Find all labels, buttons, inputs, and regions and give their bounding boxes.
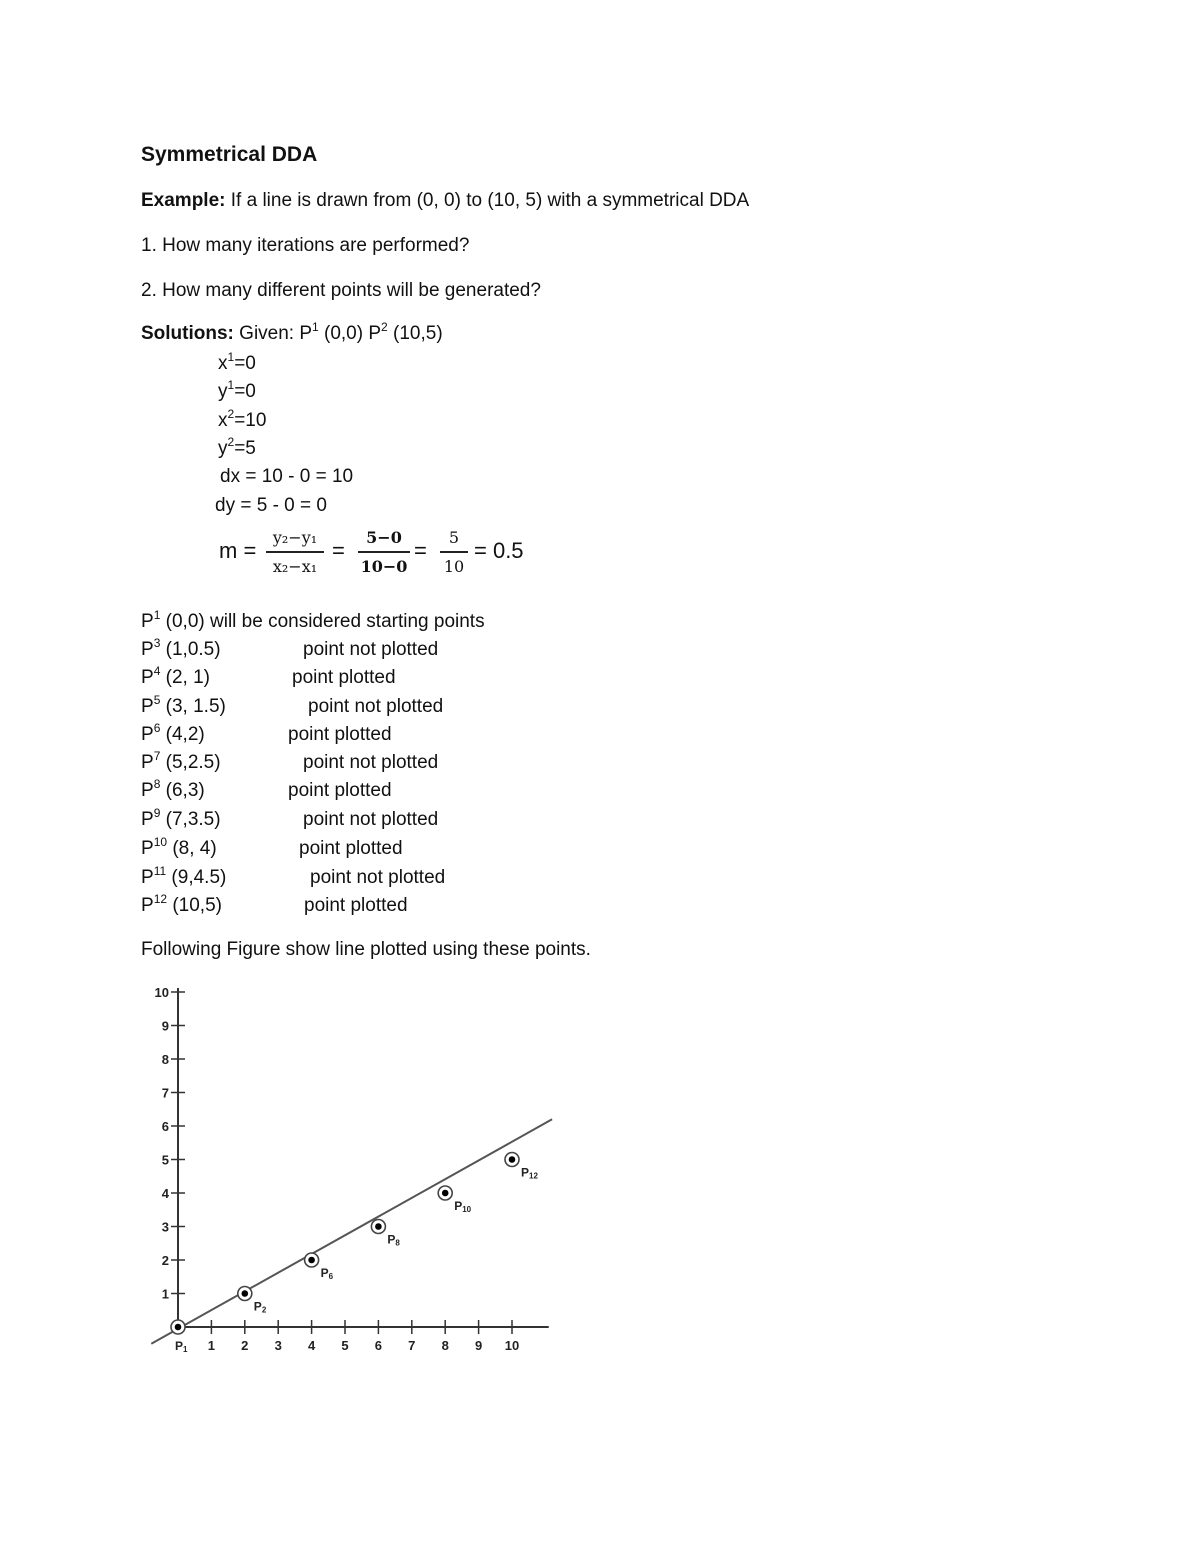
plotted-point (509, 1156, 516, 1163)
given-sup-2: 2 (381, 319, 388, 334)
y-tick-label: 10 (154, 985, 169, 1000)
point-label: P12 (521, 1165, 538, 1181)
y-tick-label: 2 (161, 1253, 169, 1268)
point-status: point plotted (299, 838, 403, 859)
dda-line-chart (140, 975, 570, 1370)
point-status: point not plotted (303, 809, 439, 830)
point-row: $P^4$ (2, 1) (141, 663, 210, 688)
x-tick-label: 10 (504, 1338, 520, 1353)
point-status: point plotted (292, 667, 396, 688)
y-tick-label: 3 (161, 1219, 169, 1235)
y-tick-label: 9 (161, 1018, 169, 1034)
point-label: P8 (387, 1232, 400, 1248)
x-tick-label: 3 (274, 1338, 282, 1353)
question-1: 1. How many iterations are performed? (141, 235, 470, 256)
y-tick-label: 1 (161, 1286, 169, 1302)
fraction-3-num: 5 (448, 528, 460, 547)
given-prefix: Given: P (233, 323, 313, 344)
var-x2: $x^2=10$ (218, 406, 267, 431)
point-row: $P^5$ (3, 1.5) (141, 692, 226, 717)
point-label: P1 (175, 1339, 188, 1354)
slope-eq-1: = (332, 538, 345, 563)
given-mid: (0,0) P (318, 323, 382, 344)
fraction-1 (266, 528, 324, 580)
figure-caption: Following Figure show line plotted using these points. (141, 939, 591, 960)
fraction-2-den: 10−0 (360, 557, 408, 576)
x-tick-label: 4 (307, 1338, 316, 1353)
y-tick-label: 7 (161, 1085, 169, 1101)
example-text: If a line is drawn from (0, 0) to (10, 5) with a symmetrical DDA (225, 190, 750, 211)
var-y2: $y^2=5$ (218, 434, 256, 459)
point-status: point plotted (288, 780, 392, 801)
slope-m: m = (219, 538, 257, 563)
point-row: $P^{12}$ (10,5) (141, 891, 222, 916)
fraction-2-num: 5−0 (366, 528, 402, 547)
dy-line: dy = 5 - 0 = 0 (215, 495, 327, 516)
point-label: P2 (253, 1299, 267, 1315)
plotted-point (175, 1324, 182, 1331)
var-x1: $x^1=0$ (218, 349, 256, 374)
point-status: point not plotted (308, 696, 444, 717)
point-row: $P^6$ (4,2) (141, 720, 205, 745)
example-line (141, 189, 749, 213)
y-tick-label: 8 (161, 1052, 169, 1067)
fraction-1-den: x₂−x₁ (272, 557, 318, 576)
plotted-point (308, 1257, 315, 1264)
y-tick-label: 4 (161, 1186, 169, 1201)
given-end: (10,5) (387, 323, 443, 344)
x-tick-label: 2 (241, 1338, 249, 1353)
var-y1: $y^1=0$ (218, 377, 256, 402)
point-row: $P^7$ (5,2.5) (141, 748, 221, 773)
x-tick-label: 8 (441, 1338, 449, 1353)
slope-result: = 0.5 (474, 538, 524, 563)
fraction-2-bar (358, 551, 410, 553)
start-point-line: $P^1$ (0,0) will be considered starting points (141, 607, 485, 632)
y-tick-label: 6 (161, 1119, 169, 1134)
point-status: point plotted (304, 895, 408, 916)
x-tick-label: 9 (474, 1338, 483, 1353)
point-label: P6 (320, 1266, 334, 1281)
page-title: Symmetrical DDA (141, 143, 318, 166)
x-tick-label: 1 (207, 1338, 216, 1353)
dda-line (151, 1119, 552, 1343)
fraction-1-num: y₂−y₁ (272, 528, 318, 547)
dx-line: dx = 10 - 0 = 10 (220, 466, 354, 487)
point-label: P10 (454, 1199, 472, 1214)
plotted-point (242, 1290, 249, 1297)
question-2: 2. How many different points will be generated? (141, 280, 541, 301)
x-tick-label: 7 (408, 1338, 416, 1353)
example-label: Example: (141, 190, 226, 211)
fraction-3 (440, 528, 468, 580)
solution-given-line (141, 319, 443, 346)
point-status: point not plotted (303, 752, 439, 773)
point-row: $P^8$ (6,3) (141, 776, 205, 801)
point-row: $P^9$ (7,3.5) (141, 805, 221, 830)
point-row: $P^3$ (1,0.5) (141, 635, 221, 660)
solution-label: Solutions: (141, 323, 234, 344)
y-tick-label: 5 (161, 1152, 169, 1168)
x-tick-label: 5 (341, 1338, 349, 1353)
fraction-3-bar (440, 551, 468, 553)
point-row: $P^{10}$ (8, 4) (141, 834, 217, 859)
x-tick-label: 6 (374, 1338, 383, 1353)
point-row: $P^{11}$ (9,4.5) (141, 863, 227, 888)
point-status: point not plotted (303, 639, 439, 660)
given-sup-1: 1 (312, 319, 319, 334)
point-status: point not plotted (310, 867, 446, 888)
fraction-1-bar (266, 551, 324, 553)
point-status: point plotted (288, 724, 392, 745)
fraction-3-den: 10 (443, 557, 465, 576)
slope-eq-2: = (414, 538, 427, 563)
plotted-point (375, 1223, 382, 1230)
plotted-point (442, 1190, 449, 1197)
fraction-2 (358, 528, 410, 580)
